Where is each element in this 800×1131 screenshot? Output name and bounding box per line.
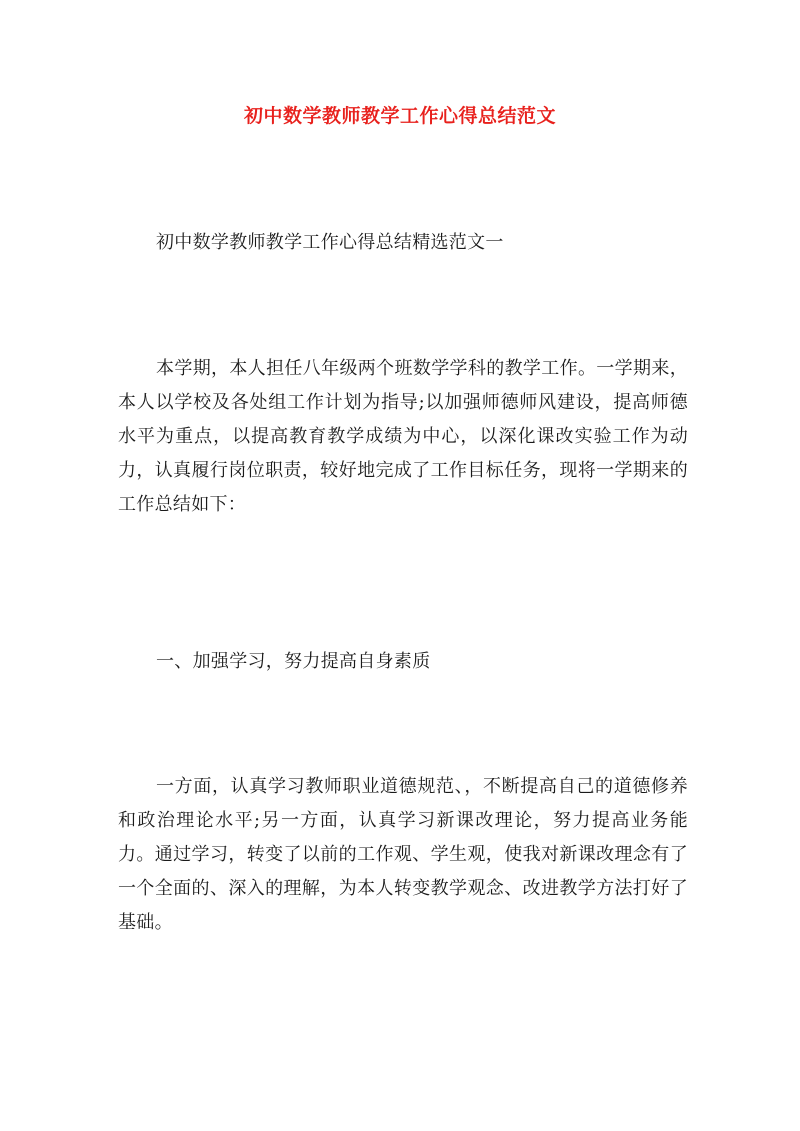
paragraph-2: 一方面，认真学习教师职业道德规范、，不断提高自己的道德修养和政治理论水平;另一方面，认真学习新课改理论，努力提高业务能力。通过学习，转变了以前的工作观、学生观，使我对新课改理念有了一个全面的、深入的理解，为本人转变教学观念、改进教学方法打好了基础。 — [118, 776, 688, 933]
document-subtitle: 初中数学教师教学工作心得总结精选范文一 — [156, 232, 504, 253]
section-heading-1: 一、加强学习，努力提高自身素质 — [156, 651, 431, 672]
document-title: 初中数学教师教学工作心得总结范文 — [243, 105, 556, 127]
paragraph-1: 本学期，本人担任八年级两个班数学学科的教学工作。一学期来，本人以学校及各处组工作计划为指导;以加强师德师风建设，提高师德水平为重点，以提高教育教学成绩为中心，以深化课改实验工作为动力，认真履行岗位职责，较好地完成了工作目标任务，现将一学期来的工作总结如下： — [118, 358, 688, 515]
